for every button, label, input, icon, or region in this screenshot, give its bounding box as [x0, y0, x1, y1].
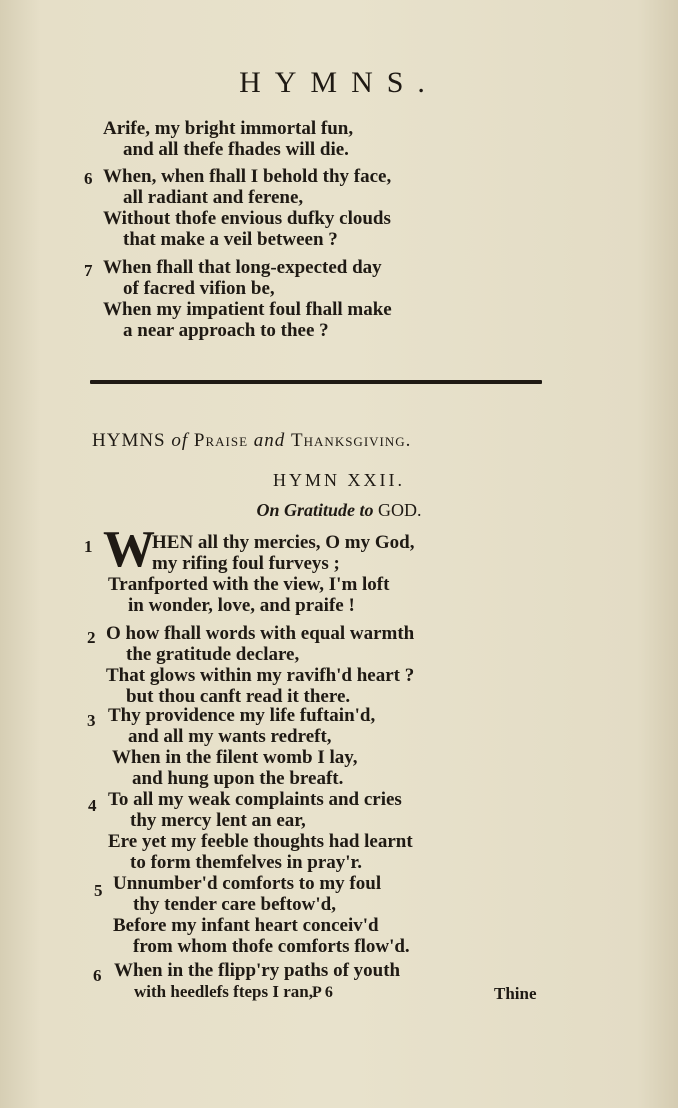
stanza-line: O how fhall words with equal warmth [106, 623, 415, 644]
stanza-line: thy mercy lent an ear, [130, 810, 306, 831]
section-divider-rule [90, 380, 542, 384]
stanza-line: That glows within my ravifh'd heart ? [106, 665, 415, 686]
running-head: HYMNS. [239, 66, 439, 99]
stanza-line: thy tender care beftow'd, [133, 894, 336, 915]
stanza-line: but thou canft read it there. [126, 686, 351, 707]
stanza-line: Unnumber'd comforts to my foul [113, 873, 382, 894]
section-heading [92, 430, 411, 452]
hymn-subtitle-italic: On Gratitude to [256, 500, 374, 520]
stanza-number: 6 [84, 169, 93, 188]
stanza-number: 5 [94, 881, 103, 900]
section-heading-and: and [253, 430, 286, 451]
stanza-line: When in the filent womb I lay, [112, 747, 358, 768]
stanza-line: Arife, my bright immortal fun, [103, 118, 354, 139]
stanza-line: When in the flipp'ry paths of youth [114, 960, 401, 981]
stanza-line: the gratitude declare, [126, 644, 300, 665]
stanza-line: and all thefe fhades will die. [123, 139, 349, 160]
stanza-line: When fhall that long-expected day [103, 257, 382, 278]
section-heading-hymns: HYMNS [92, 430, 166, 451]
stanza-line: Thy providence my life fuftain'd, [108, 705, 376, 726]
signature-mark: P 6 [312, 984, 333, 1001]
stanza-number: 7 [84, 261, 93, 280]
hymn-subtitle [0, 500, 678, 521]
stanza-number: 4 [88, 796, 97, 815]
stanza-line: that make a veil between ? [123, 229, 338, 250]
stanza-line: To all my weak complaints and cries [108, 789, 402, 810]
stanza-line: of facred vifion be, [123, 278, 275, 299]
stanza-line: from whom thofe comforts flow'd. [133, 936, 410, 957]
stanza-line: and hung upon the breaft. [132, 768, 344, 789]
stanza-line: with heedlefs fteps I ran, [134, 982, 313, 1001]
stanza-line: to form themfelves in pray'r. [130, 852, 362, 873]
stanza-line: my rifing foul furveys ; [152, 553, 340, 574]
stanza-line: HEN all thy mercies, O my God, [152, 532, 415, 553]
catchword: Thine [494, 984, 537, 1003]
stanza-number: 2 [87, 628, 96, 647]
section-heading-of: of [171, 430, 189, 451]
section-heading-thanksgiving: Thanksgiving. [291, 430, 412, 451]
stanza-line: Without thofe envious dufky clouds [103, 208, 391, 229]
stanza-line: Tranfported with the view, I'm loft [108, 574, 390, 595]
stanza-line: Before my infant heart conceiv'd [113, 915, 379, 936]
stanza-line: in wonder, love, and praife ! [128, 595, 355, 616]
hymn-subtitle-god: GOD. [378, 500, 422, 520]
stanza-line: Ere yet my feeble thoughts had learnt [108, 831, 413, 852]
stanza-number: 3 [87, 711, 96, 730]
hymn-title: HYMN XXII. [273, 470, 405, 490]
stanza-line: and all my wants redreft, [128, 726, 332, 747]
section-heading-praise: Praise [193, 430, 249, 451]
drop-cap: W [103, 521, 155, 578]
stanza-line: When, when fhall I behold thy face, [103, 166, 392, 187]
stanza-line: all radiant and ferene, [123, 187, 304, 208]
stanza-line: a near approach to thee ? [123, 320, 329, 341]
stanza-number: 6 [93, 966, 102, 985]
stanza-number: 1 [84, 537, 93, 556]
stanza-line: When my impatient foul fhall make [103, 299, 392, 320]
